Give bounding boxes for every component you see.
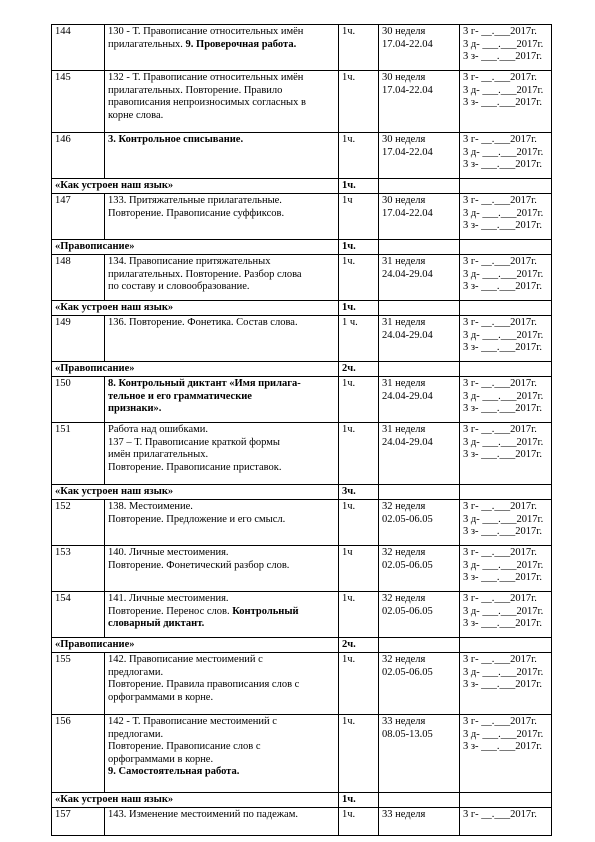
- class-date-line: 3 д- ___.___2017г.: [463, 268, 544, 280]
- section-hours: 2ч.: [339, 362, 379, 377]
- class-date-line: 3 з- ___.___2017г.: [463, 51, 543, 63]
- class-date-line: 3 з- ___.___2017г.: [463, 403, 543, 415]
- class-date-line: 3 г- __.___2017г.: [463, 26, 537, 37]
- topic-text: корне слова.: [108, 109, 164, 121]
- week-line: 17.04-22.04: [382, 146, 433, 158]
- topic-line: [108, 437, 335, 450]
- topic-line: [108, 208, 335, 221]
- topic-text: 133. Притяжательные прилагательные.: [108, 195, 282, 206]
- week-line: 33 неделя: [382, 716, 426, 727]
- section-title: «Правописание»: [52, 638, 339, 653]
- lesson-hours: 1ч: [339, 194, 379, 240]
- lesson-topic: [105, 25, 339, 71]
- class-date-line: 3 д- ___.___2017г.: [463, 436, 544, 448]
- week-line: 33 неделя: [382, 809, 426, 820]
- topic-text: Повторение. Фонетический разбор слов.: [108, 559, 290, 571]
- lesson-dates: [460, 25, 552, 71]
- lesson-topic: [105, 715, 339, 793]
- week-line: 30 неделя: [382, 72, 426, 83]
- topic-text-bold: тельное и его грамматические: [108, 390, 252, 402]
- empty-cell: [460, 240, 552, 255]
- lesson-dates: [460, 316, 552, 362]
- lesson-week: [379, 592, 460, 638]
- class-date-line: 3 д- ___.___2017г.: [463, 605, 544, 617]
- lesson-hours: 1ч.: [339, 653, 379, 715]
- section-title: «Как устроен наш язык»: [52, 485, 339, 500]
- empty-cell: [379, 240, 460, 255]
- lesson-number: 153: [52, 546, 105, 592]
- lesson-week: [379, 316, 460, 362]
- class-date-line: 3 д- ___.___2017г.: [463, 146, 544, 158]
- lesson-hours: 1ч.: [339, 133, 379, 179]
- lesson-topic: [105, 500, 339, 546]
- topic-line: [108, 729, 335, 742]
- section-title: «Правописание»: [52, 362, 339, 377]
- week-line: 32 неделя: [382, 593, 426, 604]
- topic-line: [108, 424, 335, 437]
- class-date-line: 3 г- __.___2017г.: [463, 378, 537, 389]
- class-date-line: 3 з- ___.___2017г.: [463, 97, 543, 109]
- class-date-line: 3 з- ___.___2017г.: [463, 526, 543, 538]
- lesson-topic: [105, 592, 339, 638]
- topic-line: [108, 256, 335, 269]
- lesson-dates: [460, 653, 552, 715]
- class-date-line: 3 д- ___.___2017г.: [463, 666, 544, 678]
- topic-text: 137 – Т. Правописание краткой формы: [108, 436, 280, 448]
- empty-cell: [379, 362, 460, 377]
- section-title: «Правописание»: [52, 240, 339, 255]
- section-row: [52, 179, 552, 194]
- lesson-dates: [460, 71, 552, 133]
- section-hours: 1ч.: [339, 179, 379, 194]
- topic-line: [108, 449, 335, 462]
- class-date-line: 3 з- ___.___2017г.: [463, 449, 543, 461]
- topic-line: [108, 560, 335, 573]
- class-date-line: 3 д- ___.___2017г.: [463, 513, 544, 525]
- topic-line: [108, 618, 335, 631]
- topic-line: [108, 654, 335, 667]
- empty-cell: [379, 301, 460, 316]
- topic-line: [108, 39, 335, 52]
- topic-line: [108, 97, 335, 110]
- topic-text: 143. Изменение местоимений по падежам.: [108, 809, 298, 820]
- lesson-number: 145: [52, 71, 105, 133]
- week-line: 30 неделя: [382, 195, 426, 206]
- class-date-line: 3 г- __.___2017г.: [463, 716, 537, 727]
- class-date-line: 3 з- ___.___2017г.: [463, 220, 543, 232]
- topic-text: прилагательных. Повторение. Правило: [108, 84, 283, 96]
- section-hours: 2ч.: [339, 638, 379, 653]
- empty-cell: [460, 793, 552, 808]
- lesson-hours: 1ч.: [339, 25, 379, 71]
- lesson-row: [52, 653, 552, 715]
- lesson-number: 146: [52, 133, 105, 179]
- week-line: 24.04-29.04: [382, 329, 433, 341]
- topic-text: 142 - Т. Правописание местоимений с: [108, 716, 277, 727]
- week-line: 31 неделя: [382, 256, 426, 267]
- topic-text: предлогами.: [108, 728, 164, 740]
- lesson-dates: [460, 377, 552, 423]
- topic-text: по составу и словообразование.: [108, 281, 250, 293]
- lesson-number: 147: [52, 194, 105, 240]
- topic-text-bold: 9. Самостоятельная работа.: [108, 766, 240, 778]
- lesson-hours: 1ч.: [339, 715, 379, 793]
- week-line: 24.04-29.04: [382, 268, 433, 280]
- week-line: 31 неделя: [382, 424, 426, 435]
- topic-text-bold: Контрольный: [232, 605, 299, 617]
- topic-text: 142. Правописание местоимений с: [108, 654, 263, 665]
- week-line: 17.04-22.04: [382, 207, 433, 219]
- topic-text-bold: 3. Контрольное списывание.: [108, 134, 244, 145]
- topic-text: 140. Личные местоимения.: [108, 547, 229, 558]
- week-line: 31 неделя: [382, 317, 426, 328]
- empty-cell: [379, 793, 460, 808]
- lesson-number: 157: [52, 808, 105, 836]
- lesson-week: [379, 715, 460, 793]
- lesson-topic: [105, 377, 339, 423]
- class-date-line: 3 г- __.___2017г.: [463, 424, 537, 435]
- topic-text: правописания непроизносимых согласных в: [108, 97, 306, 109]
- topic-text-bold: 8. Контрольный диктант «Имя прилага-: [108, 378, 301, 389]
- lesson-row: [52, 546, 552, 592]
- topic-line: [108, 754, 335, 767]
- topic-text-bold: словарный диктант.: [108, 618, 205, 630]
- class-date-line: 3 г- __.___2017г.: [463, 195, 537, 206]
- lesson-dates: [460, 715, 552, 793]
- week-line: 02.05-06.05: [382, 605, 433, 617]
- topic-line: [108, 378, 335, 391]
- lesson-number: 152: [52, 500, 105, 546]
- class-date-line: 3 д- ___.___2017г.: [463, 329, 544, 341]
- week-line: 02.05-06.05: [382, 513, 433, 525]
- lesson-week: [379, 255, 460, 301]
- lesson-topic: [105, 194, 339, 240]
- lesson-hours: 1ч.: [339, 255, 379, 301]
- topic-line: [108, 85, 335, 98]
- empty-cell: [460, 301, 552, 316]
- section-row: [52, 362, 552, 377]
- topic-line: [108, 741, 335, 754]
- lesson-hours: 1ч.: [339, 71, 379, 133]
- class-date-line: 3 д- ___.___2017г.: [463, 84, 544, 96]
- topic-text: 132 - Т. Правописание относительных имён: [108, 72, 304, 83]
- empty-cell: [460, 638, 552, 653]
- class-date-line: 3 г- __.___2017г.: [463, 547, 537, 558]
- week-line: 30 неделя: [382, 134, 426, 145]
- topic-line: [108, 809, 335, 822]
- section-hours: 1ч.: [339, 240, 379, 255]
- lesson-hours: 1ч.: [339, 592, 379, 638]
- section-row: [52, 638, 552, 653]
- lesson-dates: [460, 808, 552, 836]
- topic-text: Повторение. Правописание приставок.: [108, 461, 282, 473]
- topic-line: [108, 514, 335, 527]
- empty-cell: [460, 179, 552, 194]
- topic-text: орфограммами в корне.: [108, 753, 214, 765]
- lesson-row: [52, 715, 552, 793]
- lesson-hours: 1ч.: [339, 377, 379, 423]
- topic-text: Работа над ошибками.: [108, 424, 208, 435]
- topic-text-bold: признаки».: [108, 403, 162, 415]
- lesson-topic: [105, 808, 339, 836]
- section-row: [52, 793, 552, 808]
- lesson-row: [52, 500, 552, 546]
- lesson-week: [379, 653, 460, 715]
- topic-line: [108, 195, 335, 208]
- topic-text: Повторение. Правила правописания слов с: [108, 679, 300, 691]
- topic-line: [108, 667, 335, 680]
- week-line: 17.04-22.04: [382, 84, 433, 96]
- lesson-row: [52, 25, 552, 71]
- week-line: 32 неделя: [382, 654, 426, 665]
- empty-cell: [379, 179, 460, 194]
- section-title: «Как устроен наш язык»: [52, 301, 339, 316]
- topic-text: 138. Местоимение.: [108, 501, 193, 512]
- lesson-week: [379, 808, 460, 836]
- lesson-row: [52, 592, 552, 638]
- lesson-topic: [105, 653, 339, 715]
- week-line: 24.04-29.04: [382, 390, 433, 402]
- lesson-row: [52, 377, 552, 423]
- lesson-number: 144: [52, 25, 105, 71]
- class-date-line: 3 г- __.___2017г.: [463, 256, 537, 267]
- lesson-topic: [105, 71, 339, 133]
- topic-text: Повторение. Предложение и его смысл.: [108, 513, 286, 525]
- topic-text: прилагательных. Повторение. Разбор слова: [108, 268, 302, 280]
- week-line: 32 неделя: [382, 547, 426, 558]
- topic-line: [108, 716, 335, 729]
- topic-text-bold: 9. Проверочная работа.: [185, 38, 297, 50]
- topic-line: [108, 547, 335, 560]
- topic-line: [108, 134, 335, 147]
- class-date-line: 3 з- ___.___2017г.: [463, 572, 543, 584]
- topic-text: 134. Правописание притяжательных: [108, 256, 271, 267]
- empty-cell: [460, 485, 552, 500]
- lesson-dates: [460, 592, 552, 638]
- lesson-hours: 1ч.: [339, 423, 379, 485]
- lesson-topic: [105, 423, 339, 485]
- class-date-line: 3 д- ___.___2017г.: [463, 728, 544, 740]
- topic-text: имён прилагательных.: [108, 449, 209, 461]
- topic-text: предлогами.: [108, 666, 164, 678]
- lesson-row: [52, 423, 552, 485]
- lesson-number: 154: [52, 592, 105, 638]
- class-date-line: 3 з- ___.___2017г.: [463, 741, 543, 753]
- week-line: 30 неделя: [382, 26, 426, 37]
- class-date-line: 3 з- ___.___2017г.: [463, 281, 543, 293]
- section-row: [52, 485, 552, 500]
- lesson-week: [379, 423, 460, 485]
- topic-line: [108, 462, 335, 475]
- lesson-week: [379, 546, 460, 592]
- section-hours: 1ч.: [339, 793, 379, 808]
- lesson-row: [52, 71, 552, 133]
- lesson-hours: 1ч: [339, 546, 379, 592]
- section-title: «Как устроен наш язык»: [52, 793, 339, 808]
- topic-text: Повторение. Правописание слов с: [108, 741, 261, 753]
- lesson-hours: 1ч.: [339, 808, 379, 836]
- lesson-dates: [460, 194, 552, 240]
- class-date-line: 3 з- ___.___2017г.: [463, 679, 543, 691]
- lesson-week: [379, 71, 460, 133]
- topic-line: [108, 606, 335, 619]
- topic-text: Повторение. Перенос слов.: [108, 605, 233, 617]
- section-hours: 3ч.: [339, 485, 379, 500]
- class-date-line: 3 з- ___.___2017г.: [463, 618, 543, 630]
- empty-cell: [379, 485, 460, 500]
- lesson-dates: [460, 500, 552, 546]
- topic-line: [108, 26, 335, 39]
- topic-text: Повторение. Правописание суффиксов.: [108, 207, 285, 219]
- lesson-topic: [105, 255, 339, 301]
- topic-text: прилагательных.: [108, 38, 186, 50]
- lesson-row: [52, 316, 552, 362]
- class-date-line: 3 д- ___.___2017г.: [463, 38, 544, 50]
- lesson-number: 150: [52, 377, 105, 423]
- class-date-line: 3 г- __.___2017г.: [463, 134, 537, 145]
- class-date-line: 3 г- __.___2017г.: [463, 809, 537, 820]
- class-date-line: 3 г- __.___2017г.: [463, 654, 537, 665]
- lesson-dates: [460, 423, 552, 485]
- lesson-week: [379, 133, 460, 179]
- week-line: 02.05-06.05: [382, 559, 433, 571]
- class-date-line: 3 д- ___.___2017г.: [463, 559, 544, 571]
- class-date-line: 3 г- __.___2017г.: [463, 72, 537, 83]
- class-date-line: 3 з- ___.___2017г.: [463, 342, 543, 354]
- topic-line: [108, 501, 335, 514]
- lesson-plan-table: [51, 24, 552, 836]
- lesson-week: [379, 25, 460, 71]
- lesson-topic: [105, 316, 339, 362]
- lesson-topic: [105, 546, 339, 592]
- lesson-week: [379, 194, 460, 240]
- lesson-number: 151: [52, 423, 105, 485]
- topic-text: 136. Повторение. Фонетика. Состав слова.: [108, 317, 298, 328]
- topic-line: [108, 692, 335, 705]
- lesson-dates: [460, 546, 552, 592]
- topic-line: [108, 317, 335, 330]
- topic-line: [108, 269, 335, 282]
- lesson-row: [52, 133, 552, 179]
- lesson-number: 156: [52, 715, 105, 793]
- topic-line: [108, 391, 335, 404]
- empty-cell: [460, 362, 552, 377]
- lesson-week: [379, 377, 460, 423]
- class-date-line: 3 г- __.___2017г.: [463, 501, 537, 512]
- lesson-plan-body: [52, 25, 552, 836]
- class-date-line: 3 д- ___.___2017г.: [463, 390, 544, 402]
- section-row: [52, 240, 552, 255]
- topic-text: орфограммами в корне.: [108, 691, 214, 703]
- lesson-row: [52, 194, 552, 240]
- week-line: 02.05-06.05: [382, 666, 433, 678]
- week-line: 08.05-13.05: [382, 728, 433, 740]
- empty-cell: [379, 638, 460, 653]
- class-date-line: 3 д- ___.___2017г.: [463, 207, 544, 219]
- topic-line: [108, 72, 335, 85]
- lesson-week: [379, 500, 460, 546]
- topic-line: [108, 679, 335, 692]
- topic-text: 130 - Т. Правописание относительных имён: [108, 26, 304, 37]
- topic-line: [108, 110, 335, 123]
- section-row: [52, 301, 552, 316]
- lesson-number: 149: [52, 316, 105, 362]
- lesson-dates: [460, 133, 552, 179]
- week-line: 32 неделя: [382, 501, 426, 512]
- section-hours: 1ч.: [339, 301, 379, 316]
- lesson-row: [52, 808, 552, 836]
- topic-text: 141. Личные местоимения.: [108, 593, 229, 604]
- week-line: 31 неделя: [382, 378, 426, 389]
- week-line: 24.04-29.04: [382, 436, 433, 448]
- week-line: 17.04-22.04: [382, 38, 433, 50]
- lesson-topic: [105, 133, 339, 179]
- lesson-hours: 1 ч.: [339, 316, 379, 362]
- lesson-number: 148: [52, 255, 105, 301]
- lesson-number: 155: [52, 653, 105, 715]
- lesson-hours: 1ч.: [339, 500, 379, 546]
- class-date-line: 3 г- __.___2017г.: [463, 593, 537, 604]
- class-date-line: 3 г- __.___2017г.: [463, 317, 537, 328]
- topic-line: [108, 593, 335, 606]
- topic-line: [108, 403, 335, 416]
- lesson-row: [52, 255, 552, 301]
- topic-line: [108, 766, 335, 779]
- section-title: «Как устроен наш язык»: [52, 179, 339, 194]
- topic-line: [108, 281, 335, 294]
- class-date-line: 3 з- ___.___2017г.: [463, 159, 543, 171]
- lesson-dates: [460, 255, 552, 301]
